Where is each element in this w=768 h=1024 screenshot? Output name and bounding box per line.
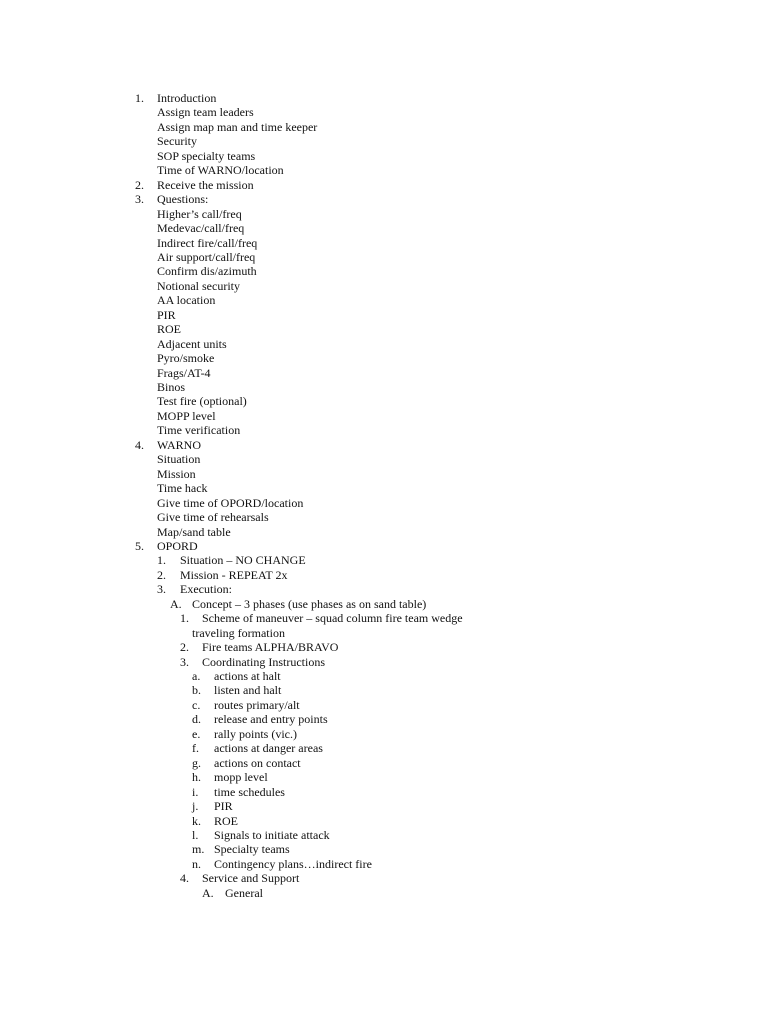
list-item-text: Questions:	[157, 192, 209, 206]
list-marker: e.	[192, 727, 201, 741]
list-item-text: Mission - REPEAT 2x	[180, 568, 288, 582]
list-marker: j.	[192, 799, 199, 813]
list-item-text: Specialty teams	[214, 842, 290, 856]
list-item-text: General	[225, 886, 263, 900]
list-item-text: traveling formation	[192, 626, 285, 640]
list-marker: 2.	[135, 178, 144, 192]
list-item-text: PIR	[214, 799, 233, 813]
list-marker: l.	[192, 828, 199, 842]
list-marker: 4.	[180, 871, 189, 885]
list-item-text: Adjacent units	[157, 337, 227, 351]
list-item-text: OPORD	[157, 539, 198, 553]
list-marker: d.	[192, 712, 201, 726]
list-item-text: Indirect fire/call/freq	[157, 236, 258, 250]
list-item-text: Give time of OPORD/location	[157, 496, 304, 510]
list-item-text: Scheme of maneuver – squad column fire team wedge	[202, 611, 463, 625]
list-marker: 5.	[135, 539, 144, 553]
list-item-text: Introduction	[157, 91, 217, 105]
list-item-text: Give time of rehearsals	[157, 510, 269, 524]
list-item-text: actions on contact	[214, 756, 301, 770]
list-item-text: rally points (vic.)	[214, 727, 297, 741]
list-item-text: Concept – 3 phases (use phases as on sand table)	[192, 597, 427, 611]
list-item-text: MOPP level	[157, 409, 216, 423]
list-item-text: Execution:	[180, 582, 232, 596]
list-marker: 2.	[157, 568, 166, 582]
list-marker: n.	[192, 857, 201, 871]
list-marker: 3.	[157, 582, 166, 596]
list-marker: 1.	[157, 553, 166, 567]
list-item-text: Situation	[157, 452, 201, 466]
list-item-text: Assign map man and time keeper	[157, 120, 318, 134]
list-item-text: Notional security	[157, 279, 240, 293]
list-item-text: Map/sand table	[157, 525, 231, 539]
list-marker: i.	[192, 785, 199, 799]
list-marker: m.	[192, 842, 205, 856]
list-item-text: Confirm dis/azimuth	[157, 264, 257, 278]
list-item-text: WARNO	[157, 438, 201, 452]
list-marker: a.	[192, 669, 201, 683]
list-item-text: Time verification	[157, 423, 241, 437]
list-item-text: Time of WARNO/location	[157, 163, 284, 177]
list-item-text: Signals to initiate attack	[214, 828, 330, 842]
list-item-text: ROE	[214, 814, 238, 828]
list-marker: 3.	[135, 192, 144, 206]
list-item-text: mopp level	[214, 770, 268, 784]
list-marker: 1.	[135, 91, 144, 105]
list-marker: c.	[192, 698, 201, 712]
list-item-text: Time hack	[157, 481, 208, 495]
list-item-text: Receive the mission	[157, 178, 254, 192]
list-item-text: actions at danger areas	[214, 741, 323, 755]
list-item-text: Situation – NO CHANGE	[180, 553, 306, 567]
list-marker: h.	[192, 770, 201, 784]
list-item-text: Security	[157, 134, 197, 148]
list-item-text: release and entry points	[214, 712, 328, 726]
list-marker: f.	[192, 741, 199, 755]
list-marker: 3.	[180, 655, 189, 669]
list-item-text: Assign team leaders	[157, 105, 254, 119]
list-item-text: time schedules	[214, 785, 285, 799]
list-item-text: Coordinating Instructions	[202, 655, 325, 669]
list-item-text: SOP specialty teams	[157, 149, 256, 163]
list-item-text: Air support/call/freq	[157, 250, 256, 264]
list-marker: 4.	[135, 438, 144, 452]
list-item-text: ROE	[157, 322, 181, 336]
list-item-text: AA location	[157, 293, 216, 307]
list-item-text: actions at halt	[214, 669, 281, 683]
list-item-text: Service and Support	[202, 871, 300, 885]
list-item-text: Fire teams ALPHA/BRAVO	[202, 640, 339, 654]
list-marker: b.	[192, 683, 201, 697]
list-item-text: Binos	[157, 380, 186, 394]
list-marker: A.	[202, 886, 214, 900]
list-item-text: PIR	[157, 308, 176, 322]
list-item-text: Pyro/smoke	[157, 351, 215, 365]
list-marker: 2.	[180, 640, 189, 654]
list-marker: A.	[170, 597, 182, 611]
list-item-text: Mission	[157, 467, 196, 481]
list-marker: g.	[192, 756, 201, 770]
list-item-text: listen and halt	[214, 683, 282, 697]
list-item-text: routes primary/alt	[214, 698, 300, 712]
list-item-text: Contingency plans…indirect fire	[214, 857, 372, 871]
list-marker: k.	[192, 814, 201, 828]
list-item-text: Higher’s call/freq	[157, 207, 242, 221]
list-marker: 1.	[180, 611, 189, 625]
list-item-text: Test fire (optional)	[157, 394, 247, 408]
list-item-text: Frags/AT-4	[157, 366, 211, 380]
list-item-text: Medevac/call/freq	[157, 221, 245, 235]
